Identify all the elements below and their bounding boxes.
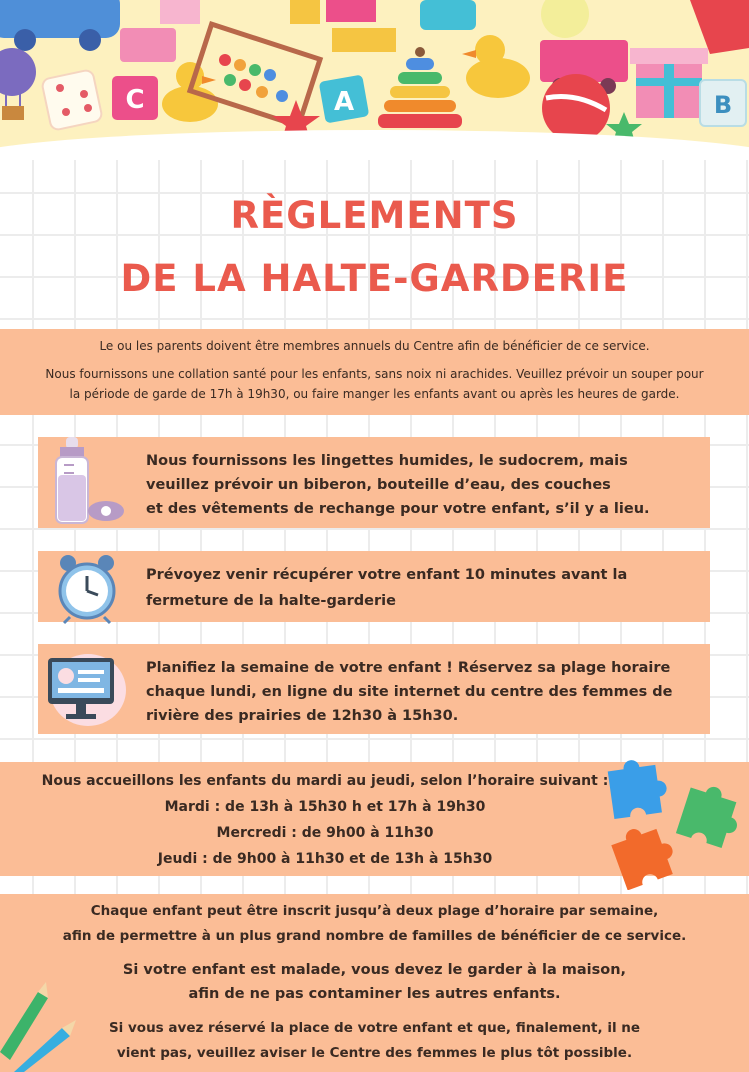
page-title-line2: DE LA HALTE-GARDERIE — [120, 257, 629, 300]
supplies-card — [38, 437, 710, 528]
svg-text:B: B — [713, 91, 733, 119]
rules-band — [0, 894, 749, 1072]
stacking-rings-icon — [378, 47, 462, 128]
kite-icon — [690, 0, 749, 54]
puzzle-piece-icon — [609, 819, 681, 890]
booking-text-line2: chaque lundi, en ligne du site internet du centre des femmes de — [146, 684, 673, 700]
snack-rule-line2: la période de garde de 17h à 19h30, ou faire manger les enfants avant ou après les heures de garde. — [69, 387, 680, 401]
sick-rule-line2: afin de ne pas contaminer les autres enfants. — [188, 986, 561, 1002]
pickup-card — [38, 551, 710, 622]
puzzle-piece-icon — [420, 0, 476, 30]
limit-rule-line1: Chaque enfant peut être inscrit jusqu’à deux plage d’horaire par semaine, — [90, 903, 659, 919]
supplies-text-line3: et des vêtements de rechange pour votre enfant, s’il y a lieu. — [146, 501, 650, 517]
pickup-text-line1: Prévoyez venir récupérer votre enfant 10 minutes avant la — [146, 567, 628, 583]
supplies-text-line2: veuillez prévoir un biberon, bouteille d’eau, des couches — [146, 477, 611, 493]
limit-rule-line2: afin de permettre à un plus grand nombre de familles de bénéficier de ce service. — [62, 928, 687, 944]
schedule-thursday: Jeudi : de 9h00 à 11h30 et de 13h à 15h30 — [157, 851, 493, 867]
gift-box-icon — [630, 48, 708, 118]
pencils-decoration — [0, 982, 80, 1072]
supplies-text-line1: Nous fournissons les lingettes humides, le sudocrem, mais — [146, 453, 628, 469]
puzzle-pieces-decoration — [600, 750, 749, 890]
dice-icon — [41, 69, 103, 131]
rubber-duck-icon — [462, 35, 530, 98]
building-blocks-icon — [120, 0, 200, 62]
letter-block-a-icon — [319, 74, 370, 123]
letter-block-b-icon — [700, 80, 746, 126]
booking-card — [38, 644, 710, 734]
computer-monitor-icon — [48, 652, 132, 728]
baby-bottle-icon — [48, 435, 128, 529]
toys-illustration — [0, 0, 749, 160]
sick-rule-line1: Si votre enfant est malade, vous devez le garder à la maison, — [122, 962, 627, 978]
booking-text-line3: rivière des prairies de 12h30 à 15h30. — [146, 708, 459, 724]
svg-text:C: C — [125, 85, 145, 115]
lego-bricks-icon — [290, 0, 396, 52]
page-title-line1: RÈGLEMENTS — [230, 194, 519, 237]
puzzle-piece-icon — [676, 780, 747, 851]
membership-rule: Le ou les parents doivent être membres annuels du Centre afin de bénéficier de ce service. — [99, 339, 650, 353]
schedule-tuesday: Mardi : de 13h à 15h30 h et 17h à 19h30 — [164, 799, 486, 815]
schedule-wednesday: Mercredi : de 9h00 à 11h30 — [216, 825, 434, 841]
intro-band — [0, 329, 749, 415]
ball-icon — [542, 74, 610, 142]
hot-air-balloon-icon — [0, 48, 36, 120]
snack-rule-line1: Nous fournissons une collation santé pour les enfants, sans noix ni arachides. Veuillez prévoir un souper pour — [45, 367, 704, 381]
toy-banner — [0, 0, 749, 160]
puzzle-piece-icon — [607, 756, 670, 819]
pickup-text-line2: fermeture de la halte-garderie — [146, 593, 396, 609]
booking-text-line1: Planifiez la semaine de votre enfant ! Réservez sa plage horaire — [146, 660, 671, 676]
letter-block-c-icon — [112, 76, 158, 120]
absence-rule-line2: vient pas, veuillez aviser le Centre des femmes le plus tôt possible. — [116, 1045, 633, 1061]
svg-text:A: A — [333, 87, 355, 117]
absence-rule-line1: Si vous avez réservé la place de votre enfant et que, finalement, il ne — [108, 1020, 641, 1036]
schedule-intro: Nous accueillons les enfants du mardi au jeudi, selon l’horaire suivant : — [41, 773, 609, 789]
toy-ring-icon — [541, 0, 589, 38]
alarm-clock-icon — [48, 551, 128, 625]
toy-car-icon — [0, 0, 120, 51]
